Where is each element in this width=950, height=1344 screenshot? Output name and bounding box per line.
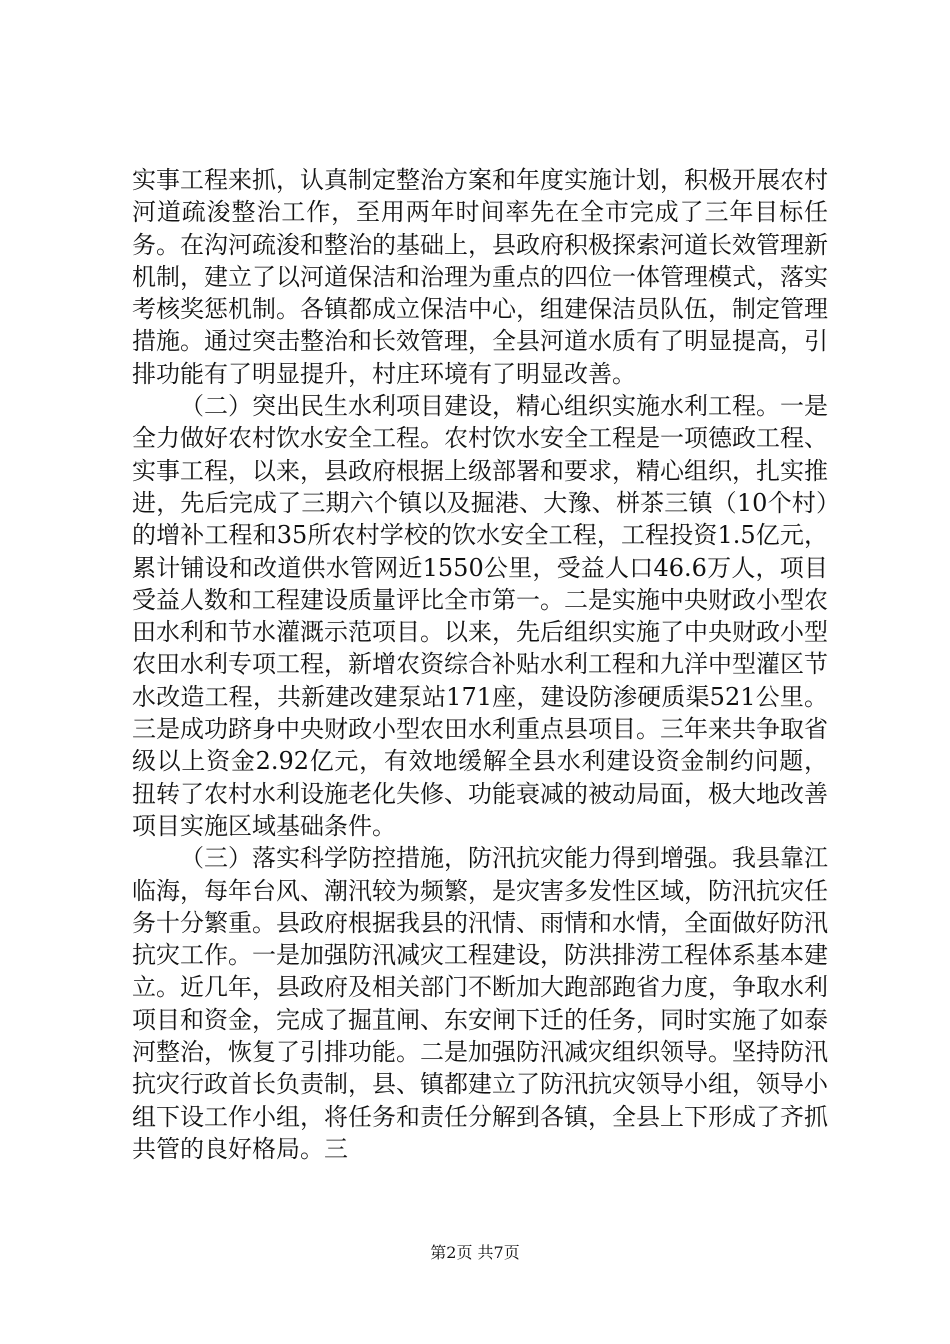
paragraph-2: （二）突出民生水利项目建设，精心组织实施水利工程。一是全力做好农村饮水安全工程。农村饮水安全工程是一项德政工程、实事工程，以来，县政府根据上级部署和要求，精心组织，扎实推进，先后完成了三期六个镇以及掘港、大豫、栟茶三镇（10个村）的增补工程和35所农村学校的饮水安全工程，工程投资1.5亿元，累计铺设和改道供水管网近1550公里，受益人口46.6万人，项目受益人数和工程建设质量评比全市第一。二是实施中央财政小型农田水利和节水灌溉示范项目。以来，先后组织实施了中央财政小型农田水利专项工程，新增农资综合补贴水利工程和九洋中型灌区节水改造工程，共新建改建泵站171座，建设防渗硬质渠521公里。三是成功跻身中央财政小型农田水利重点县项目。三年来共争取省级以上资金2.92亿元，有效地缓解全县水利建设资金制约问题，扭转了农村水利设施老化失修、功能衰减的被动局面，极大地改善项目实施区域基础条件。 <box>132 392 828 840</box>
paragraph-3: （三）落实科学防控措施，防汛抗灾能力得到增强。我县靠江临海，每年台风、潮汛较为频繁，是灾害多发性区域，防汛抗灾任务十分繁重。县政府根据我县的汛情、雨情和水情，全面做好防汛抗灾工作。一是加强防汛减灾工程建设，防洪排涝工程体系基本建立。近几年，县政府及相关部门不断加大跑部跑省力度，争取水利项目和资金，完成了掘苴闸、东安闸下迁的任务，同时实施了如泰河整治，恢复了引排功能。二是加强防汛减灾组织领导。坚持防汛抗灾行政首长负责制，县、镇都建立了防汛抗灾领导小组，领导小组下设工作小组，将任务和责任分解到各镇，全县上下形成了齐抓共管的良好格局。三 <box>132 844 828 1163</box>
paragraph-1: 实事工程来抓，认真制定整治方案和年度实施计划，积极开展农村河道疏浚整治工作，至用两年时间率先在全市完成了三年目标任务。在沟河疏浚和整治的基础上，县政府积极探索河道长效管理新机制，建立了以河道保洁和治理为重点的四位一体管理模式，落实考核奖惩机制。各镇都成立保洁中心，组建保洁员队伍，制定管理措施。通过突击整治和长效管理，全县河道水质有了明显提高，引排功能有了明显提升，村庄环境有了明显改善。 <box>132 166 828 388</box>
page-number-footer: 第2页 共7页 <box>430 1243 520 1262</box>
document-body <box>132 164 828 1165</box>
